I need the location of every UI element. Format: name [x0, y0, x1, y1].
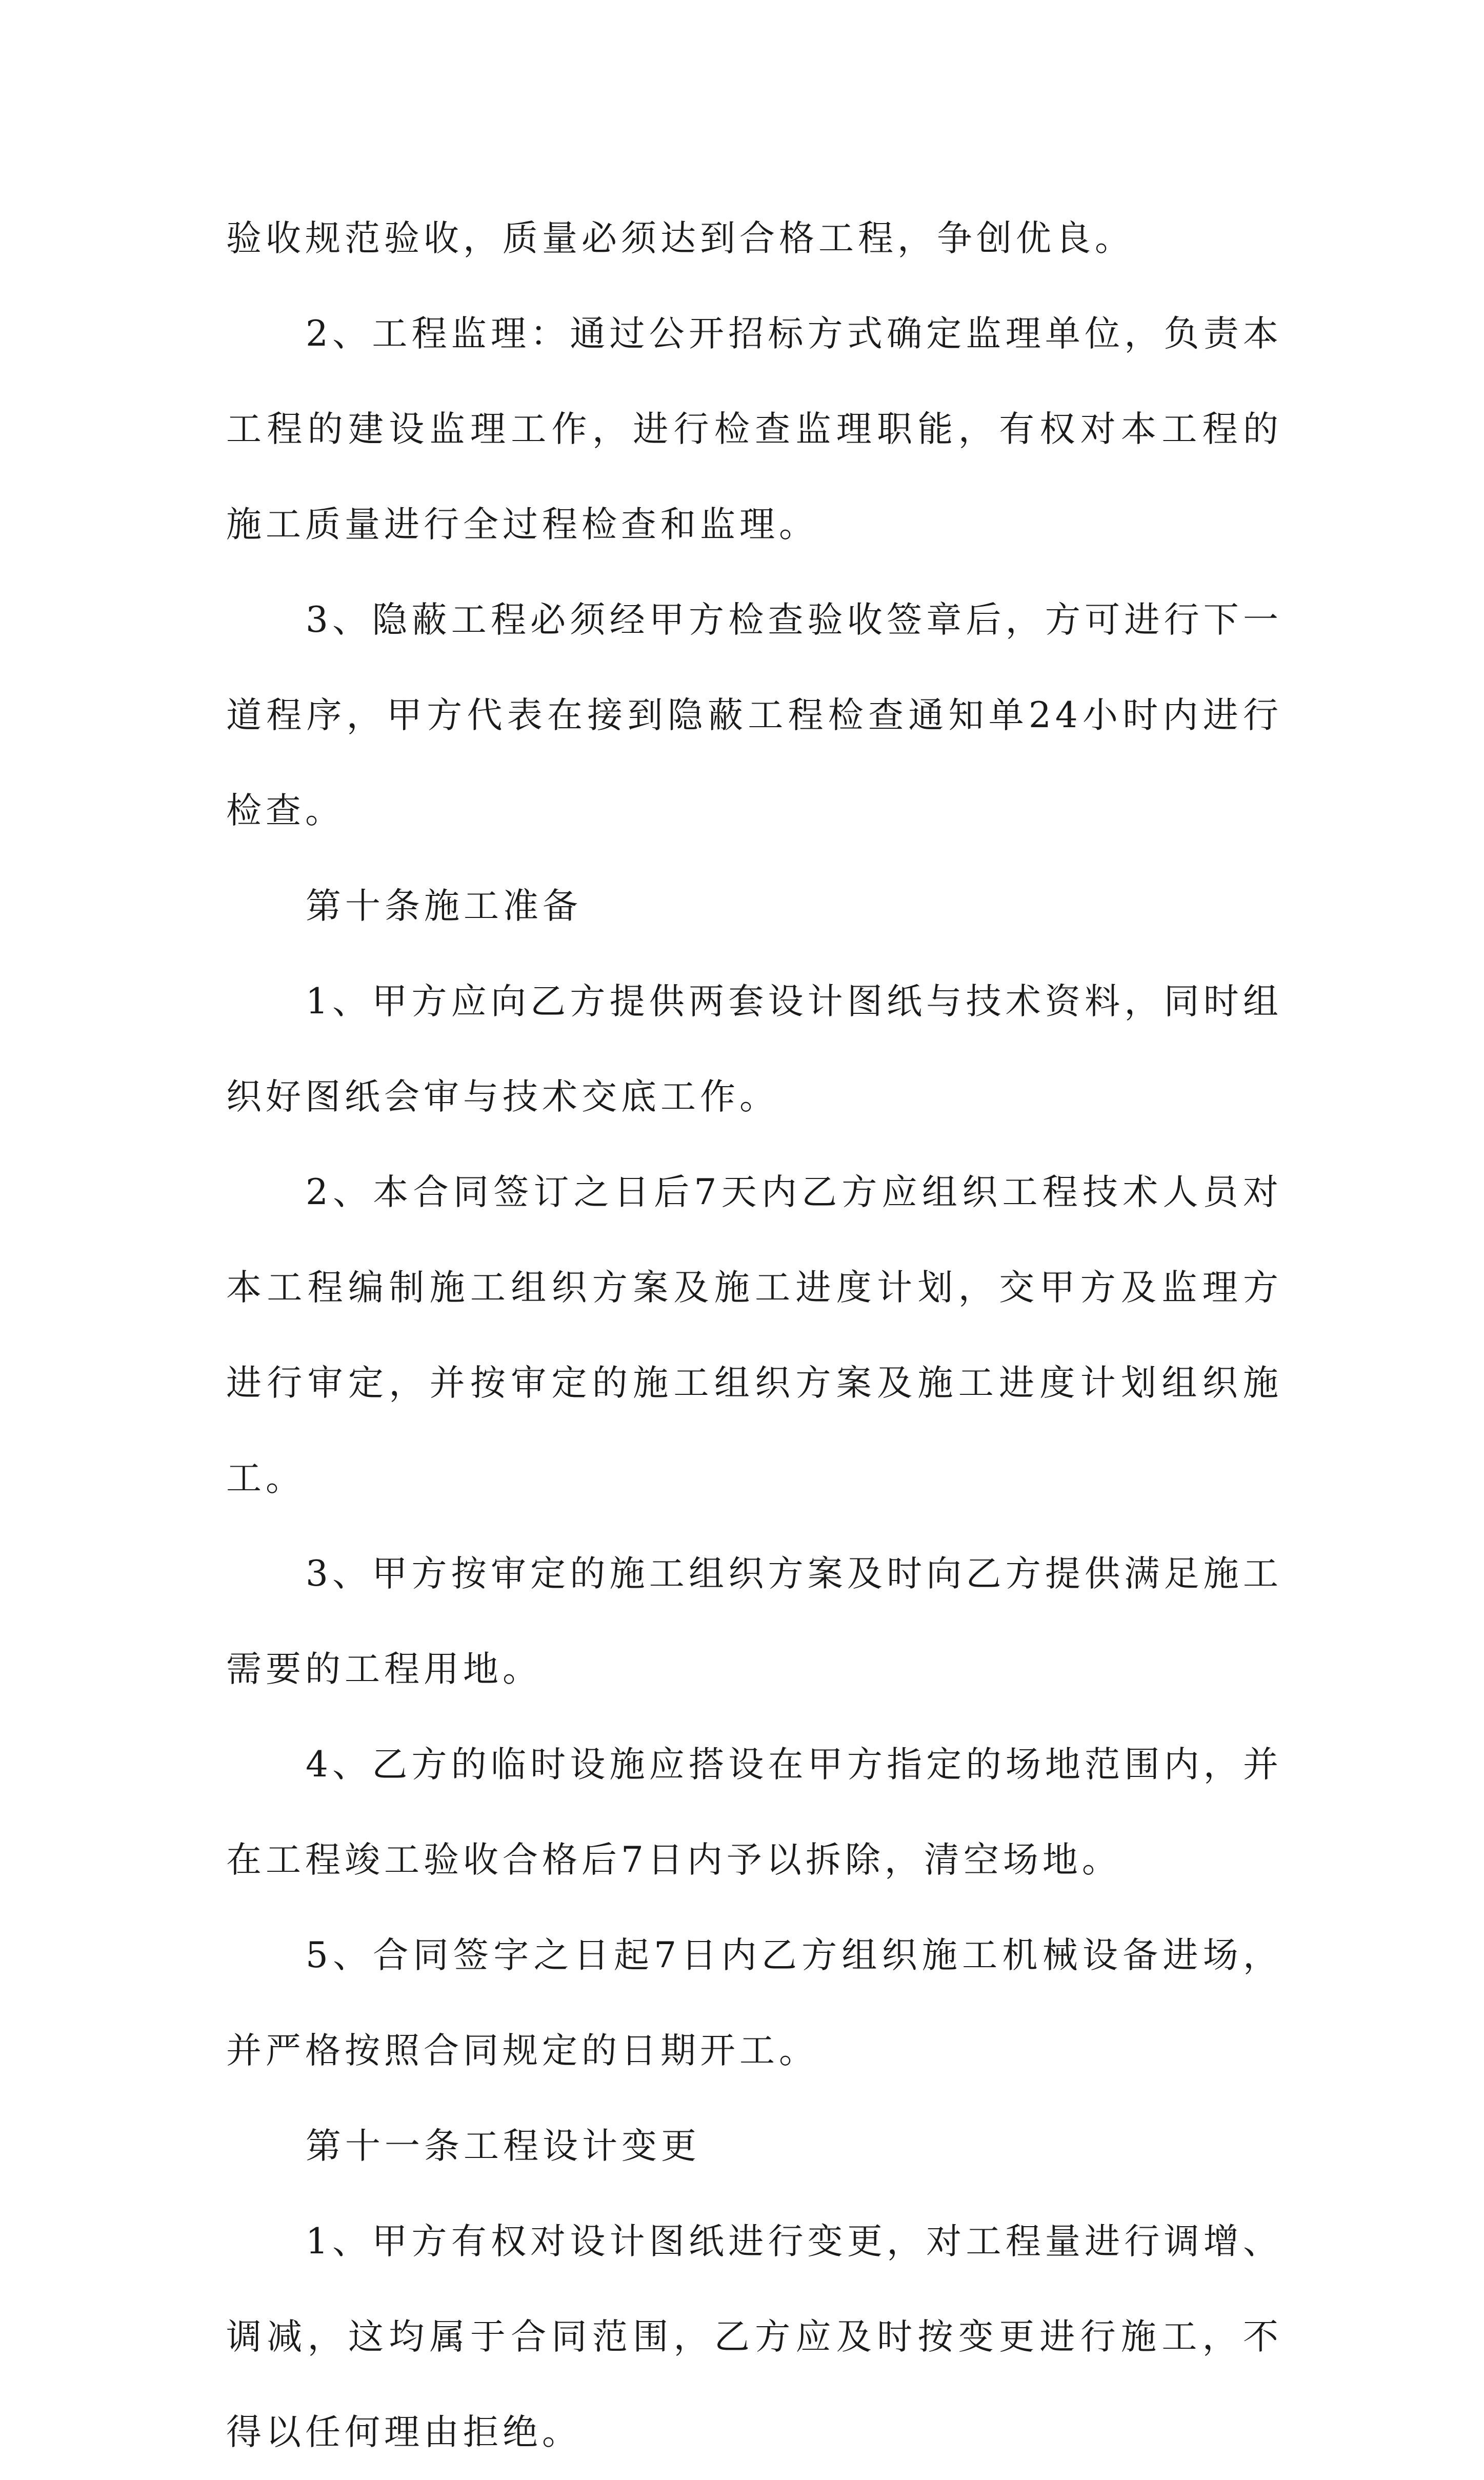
paragraph-4: 1、甲方应向乙方提供两套设计图纸与技术资料，同时组织好图纸会审与技术交底工作。 [226, 981, 1282, 1117]
document-body [226, 191, 1282, 2480]
paragraph-7: 4、乙方的临时设施应搭设在甲方指定的场地范围内，并在工程竣工验收合格后7日内予以拆除，清空场地。 [226, 1744, 1282, 1881]
paragraph-9: 1、甲方有权对设计图纸进行变更，对工程量进行调增、调减，这均属于合同范围，乙方应及时按变更进行施工，不得以任何理由拒绝。 [226, 2221, 1282, 2453]
paragraph-6: 3、甲方按审定的施工组织方案及时向乙方提供满足施工需要的工程用地。 [226, 1553, 1282, 1690]
paragraph-3: 3、隐蔽工程必须经甲方检查验收签章后，方可进行下一道程序，甲方代表在接到隐蔽工程检查通知单24小时内进行检查。 [226, 599, 1282, 831]
section-heading-11: 第十一条工程设计变更 [306, 2126, 700, 2167]
paragraph-5: 2、本合同签订之日后7天内乙方应组织工程技术人员对本工程编制施工组织方案及施工进度计划，交甲方及监理方进行审定，并按审定的施工组织方案及施工进度计划组织施工。 [226, 1172, 1282, 1499]
paragraph-2: 2、工程监理：通过公开招标方式确定监理单位，负责本工程的建设监理工作，进行检查监理职能，有权对本工程的施工质量进行全过程检查和监理。 [226, 313, 1282, 545]
section-heading-10: 第十条施工准备 [306, 886, 582, 927]
paragraph-1: 验收规范验收，质量必须达到合格工程，争创优良。 [226, 218, 1134, 259]
paragraph-8: 5、合同签字之日起7日内乙方组织施工机械设备进场，并严格按照合同规定的日期开工。 [226, 1935, 1282, 2071]
